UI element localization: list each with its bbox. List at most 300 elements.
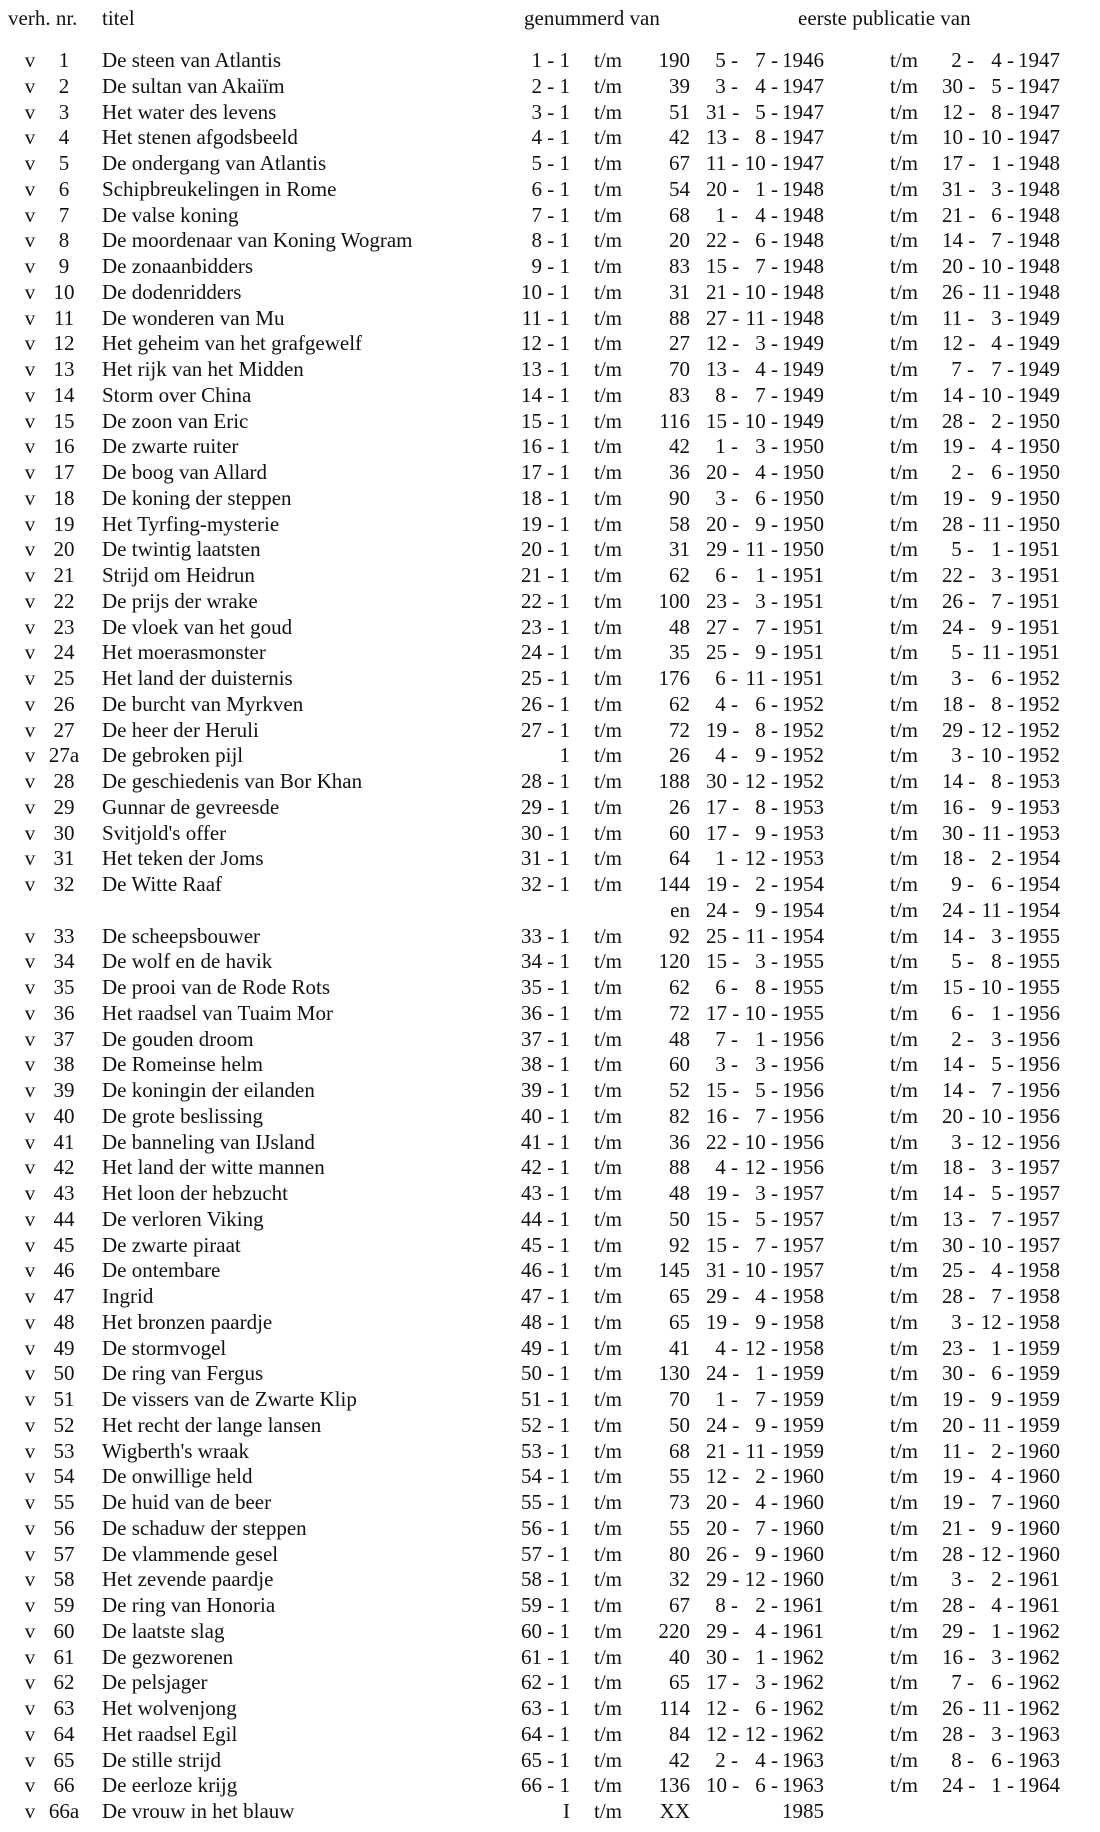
to-day: 14 - (942, 382, 976, 407)
to-year: 1959 (1018, 1412, 1060, 1437)
to-day: 19 - (942, 1490, 976, 1514)
verh-mark: v (24, 1335, 36, 1360)
numbering-end: 48 (669, 1181, 690, 1205)
to-day: 3 - (951, 1309, 974, 1334)
numbering-start: 50 - 1 (521, 1361, 570, 1386)
to-day: 14 - (942, 1181, 976, 1205)
to-month: 12 - (980, 1129, 1014, 1154)
from-day: 29 - (706, 1618, 740, 1643)
numbering-start: 40 - 1 (521, 1103, 570, 1128)
story-number: 53 (53, 1438, 75, 1463)
from-day: 4 - (715, 1155, 738, 1180)
to-day: 6 - (951, 1000, 974, 1025)
story-title: De geschiedenis van Bor Khan (102, 769, 363, 793)
from-year: 1951 (782, 640, 824, 665)
numbering-tm: t/m (593, 975, 622, 999)
verh-mark: v (24, 1103, 36, 1128)
from-month: 7 - (755, 1103, 778, 1128)
numbering-tm: t/m (593, 1670, 622, 1695)
from-year: 1955 (782, 1000, 824, 1025)
verh-mark: v (24, 975, 36, 999)
story-number: 27 (53, 717, 75, 742)
story-number: 41 (53, 1129, 75, 1154)
story-number: 7 (58, 202, 70, 227)
from-day: 4 - (715, 691, 738, 716)
story-title: De prijs der wrake (102, 588, 258, 613)
story-title: De schaduw der steppen (102, 1515, 307, 1540)
from-year: 1947 (782, 151, 824, 175)
numbering-start: 38 - 1 (521, 1052, 570, 1077)
from-month: 6 - (755, 691, 778, 716)
verh-mark: v (24, 1721, 36, 1746)
story-number: 16 (53, 434, 75, 459)
to-day: 11 - (942, 1438, 975, 1463)
numbering-start: 4 - 1 (531, 125, 570, 150)
from-month: 9 - (755, 1309, 778, 1334)
date-tm: t/m (889, 1052, 918, 1077)
from-month: 3 - (755, 588, 778, 613)
numbering-start: 49 - 1 (521, 1335, 570, 1360)
from-year: 1949 (782, 357, 824, 381)
to-day: 3 - (951, 1567, 974, 1592)
to-day: 22 - (942, 563, 976, 587)
numbering-start: 44 - 1 (521, 1206, 570, 1231)
numbering-end: 67 (669, 151, 690, 175)
date-tm: t/m (889, 1670, 918, 1695)
from-day: 30 - (706, 1644, 740, 1669)
to-month: 4 - (991, 48, 1014, 72)
from-year: 1962 (782, 1696, 824, 1720)
to-day: 3 - (951, 1129, 974, 1154)
to-year: 1956 (1018, 1129, 1060, 1154)
to-year: 1956 (1018, 1103, 1060, 1128)
table-row (0, 924, 1100, 949)
from-year: 1956 (782, 1052, 824, 1077)
to-month: 5 - (991, 1052, 1014, 1077)
table-row (0, 460, 1100, 485)
story-title: De prooi van de Rode Rots (102, 975, 331, 999)
to-day: 16 - (942, 794, 976, 819)
to-month: 8 - (991, 949, 1014, 974)
numbering-start: 60 - 1 (521, 1618, 570, 1643)
publication-year: 1985 (782, 1799, 824, 1823)
to-month: 10 - (980, 975, 1014, 999)
story-title: De ring van Honoria (102, 1593, 276, 1617)
numbering-start: 1 (559, 743, 570, 768)
from-year: 1957 (782, 1181, 824, 1205)
from-year: 1948 (782, 305, 824, 330)
numbering-end: 92 (669, 923, 690, 948)
story-title: De twintig laatsten (102, 537, 261, 562)
story-number: 60 (53, 1618, 75, 1643)
to-year: 1957 (1018, 1181, 1060, 1205)
to-month: 7 - (991, 1284, 1014, 1308)
numbering-end: 92 (669, 1232, 690, 1257)
from-month: 6 - (755, 228, 778, 253)
table-row (0, 100, 1100, 125)
from-day: 6 - (715, 666, 738, 690)
table-row (0, 1567, 1100, 1592)
to-day: 16 - (942, 1644, 976, 1669)
to-month: 4 - (991, 1464, 1014, 1489)
story-title: De grote beslissing (102, 1103, 263, 1128)
story-number: 45 (53, 1232, 75, 1257)
date-tm: t/m (889, 949, 918, 974)
date-tm: t/m (889, 1181, 918, 1205)
to-month: 7 - (991, 1078, 1014, 1102)
from-year: 1960 (782, 1541, 824, 1566)
table-row (0, 357, 1100, 382)
table-row (0, 1387, 1100, 1412)
table-row (0, 74, 1100, 99)
date-tm: t/m (889, 125, 918, 150)
numbering-tm: t/m (593, 1361, 622, 1386)
numbering-start: 63 - 1 (521, 1696, 570, 1720)
to-month: 9 - (991, 794, 1014, 819)
story-title: De verloren Viking (102, 1206, 264, 1231)
from-year: 1950 (782, 434, 824, 459)
story-number: 36 (53, 1000, 75, 1025)
to-year: 1953 (1018, 794, 1060, 819)
from-month: 6 - (755, 1696, 778, 1720)
from-year: 1959 (782, 1412, 824, 1437)
verh-mark: v (24, 820, 36, 845)
from-year: 1960 (782, 1515, 824, 1540)
numbering-tm: t/m (593, 563, 622, 587)
story-number: 66 (53, 1773, 75, 1798)
to-year: 1959 (1018, 1361, 1060, 1386)
from-day: 23 - (706, 588, 740, 613)
story-number: 37 (53, 1026, 75, 1051)
story-title: De koning der steppen (102, 485, 292, 510)
to-year: 1951 (1018, 563, 1060, 587)
verh-mark: v (24, 254, 36, 278)
numbering-end: 40 (669, 1644, 690, 1669)
from-day: 31 - (706, 99, 740, 124)
to-year: 1954 (1018, 846, 1060, 871)
date-tm: t/m (889, 717, 918, 742)
from-day: 12 - (706, 1464, 740, 1489)
verh-mark: v (24, 1490, 36, 1514)
to-year: 1948 (1018, 254, 1060, 278)
from-year: 1951 (782, 666, 824, 690)
story-title: Het raadsel van Tuaim Mor (102, 1000, 333, 1025)
from-month: 4 - (755, 73, 778, 98)
to-year: 1950 (1018, 485, 1060, 510)
to-day: 24 - (942, 614, 976, 639)
numbering-tm: t/m (593, 1309, 622, 1334)
from-year: 1959 (782, 1387, 824, 1411)
numbering-end: 65 (669, 1670, 690, 1695)
story-number: 34 (53, 949, 75, 974)
from-day: 30 - (706, 769, 740, 793)
from-day: 3 - (715, 485, 738, 510)
from-month: 6 - (755, 1773, 778, 1798)
from-day: 1 - (715, 1387, 738, 1411)
story-number: 42 (53, 1155, 75, 1180)
numbering-tm: t/m (593, 1644, 622, 1669)
story-title: Het land der duisternis (102, 666, 293, 690)
story-title: De ondergang van Atlantis (102, 151, 327, 175)
story-number: 33 (53, 923, 75, 948)
story-number: 35 (53, 975, 75, 999)
from-day: 24 - (706, 1412, 740, 1437)
numbering-start: 20 - 1 (521, 537, 570, 562)
numbering-end: 52 (669, 1078, 690, 1102)
from-year: 1956 (782, 1155, 824, 1180)
verh-mark: v (24, 923, 36, 948)
story-number: 5 (58, 151, 70, 175)
to-day: 3 - (951, 743, 974, 768)
date-tm: t/m (889, 769, 918, 793)
to-day: 12 - (942, 99, 976, 124)
table-row (0, 254, 1100, 279)
to-year: 1953 (1018, 769, 1060, 793)
story-number: 48 (53, 1309, 75, 1334)
numbering-end: 88 (669, 305, 690, 330)
verh-mark: v (24, 691, 36, 716)
numbering-tm: t/m (593, 1618, 622, 1643)
to-day: 28 - (942, 1284, 976, 1308)
story-title: De sultan van Akaiïm (102, 73, 285, 98)
from-year: 1952 (782, 769, 824, 793)
story-number: 64 (53, 1721, 75, 1746)
story-number: 28 (53, 769, 75, 793)
story-title: De steen van Atlantis (102, 48, 282, 72)
to-month: 10 - (980, 1103, 1014, 1128)
numbering-start: 45 - 1 (521, 1232, 570, 1257)
story-title: De stille strijd (102, 1747, 221, 1772)
table-row (0, 1258, 1100, 1283)
to-month: 6 - (991, 1361, 1014, 1386)
numbering-start: I (563, 1799, 570, 1823)
date-tm: t/m (889, 228, 918, 253)
to-day: 24 - (942, 897, 976, 922)
to-month: 3 - (991, 305, 1014, 330)
to-month: 7 - (991, 228, 1014, 253)
from-day: 19 - (706, 872, 740, 896)
from-month: 11 - (745, 1438, 778, 1463)
numbering-tm: t/m (593, 588, 622, 613)
story-number: 24 (53, 640, 75, 665)
from-month: 7 - (755, 1515, 778, 1540)
table-row (0, 1413, 1100, 1438)
to-year: 1957 (1018, 1206, 1060, 1231)
from-month: 9 - (755, 511, 778, 536)
numbering-end: 70 (669, 357, 690, 381)
table-row (0, 898, 1100, 923)
from-year: 1962 (782, 1644, 824, 1669)
numbering-tm: t/m (593, 1335, 622, 1360)
numbering-end: 26 (669, 794, 690, 819)
from-day: 31 - (706, 1258, 740, 1283)
story-title: Ingrid (102, 1284, 154, 1308)
numbering-end: 39 (669, 73, 690, 98)
table-row (0, 1001, 1100, 1026)
from-month: 1 - (755, 1361, 778, 1386)
story-number: 21 (53, 563, 75, 587)
from-month: 9 - (755, 820, 778, 845)
to-year: 1948 (1018, 228, 1060, 253)
to-month: 12 - (980, 1541, 1014, 1566)
date-tm: t/m (889, 1593, 918, 1617)
numbering-tm: t/m (593, 1438, 622, 1463)
to-year: 1960 (1018, 1515, 1060, 1540)
from-month: 3 - (755, 1052, 778, 1077)
numbering-end: 35 (669, 640, 690, 665)
numbering-start: 66 - 1 (521, 1773, 570, 1798)
date-tm: t/m (889, 48, 918, 72)
table-row (0, 1593, 1100, 1618)
from-year: 1961 (782, 1593, 824, 1617)
from-day: 19 - (706, 1181, 740, 1205)
from-year: 1959 (782, 1438, 824, 1463)
from-day: 29 - (706, 537, 740, 562)
story-title: De koningin der eilanden (102, 1078, 315, 1102)
verh-mark: v (24, 1747, 36, 1772)
numbering-tm: t/m (593, 357, 622, 381)
story-number: 4 (58, 125, 70, 150)
from-month: 7 - (755, 1232, 778, 1257)
numbering-start: 51 - 1 (521, 1387, 570, 1411)
to-month: 2 - (991, 846, 1014, 871)
to-year: 1958 (1018, 1309, 1060, 1334)
to-month: 10 - (980, 382, 1014, 407)
to-year: 1960 (1018, 1464, 1060, 1489)
to-month: 10 - (980, 1232, 1014, 1257)
verh-mark: v (24, 1026, 36, 1051)
table-row (0, 1155, 1100, 1180)
verh-mark: v (24, 743, 36, 768)
from-year: 1951 (782, 614, 824, 639)
verh-mark: v (24, 125, 36, 150)
to-month: 8 - (991, 769, 1014, 793)
numbering-start: 9 - 1 (531, 254, 570, 278)
numbering-tm: t/m (593, 1000, 622, 1025)
numbering-end: 72 (669, 717, 690, 742)
date-tm: t/m (889, 820, 918, 845)
numbering-end: 220 (658, 1618, 690, 1643)
to-year: 1958 (1018, 1284, 1060, 1308)
from-day: 20 - (706, 1515, 740, 1540)
story-title: De ring van Fergus (102, 1361, 264, 1386)
numbering-tm: t/m (593, 1078, 622, 1102)
numbering-start: 26 - 1 (521, 691, 570, 716)
table-row (0, 1799, 1100, 1824)
numbering-tm: t/m (593, 331, 622, 356)
story-number: 8 (58, 228, 70, 253)
numbering-tm: t/m (593, 1258, 622, 1283)
to-month: 11 - (981, 1696, 1014, 1720)
table-row (0, 151, 1100, 176)
verh-mark: v (24, 1387, 36, 1411)
from-month: 9 - (755, 743, 778, 768)
from-month: 11 - (745, 666, 778, 690)
to-year: 1950 (1018, 434, 1060, 459)
from-year: 1952 (782, 743, 824, 768)
to-year: 1948 (1018, 151, 1060, 175)
to-day: 14 - (942, 228, 976, 253)
verh-mark: v (24, 1129, 36, 1154)
to-day: 30 - (942, 820, 976, 845)
numbering-end: 100 (658, 588, 690, 613)
verh-mark: v (24, 614, 36, 639)
to-month: 6 - (991, 666, 1014, 690)
numbering-tm: t/m (593, 1747, 622, 1772)
date-tm: t/m (889, 1129, 918, 1154)
numbering-start: 55 - 1 (521, 1490, 570, 1514)
story-title: Het stenen afgodsbeeld (102, 125, 298, 150)
to-month: 1 - (991, 1335, 1014, 1360)
to-day: 9 - (951, 872, 974, 896)
verh-mark: v (24, 1567, 36, 1592)
date-tm: t/m (889, 1361, 918, 1386)
from-month: 7 - (755, 1387, 778, 1411)
story-title: Het water des levens (102, 99, 277, 124)
from-month: 3 - (755, 434, 778, 459)
story-title: De gezworenen (102, 1644, 234, 1669)
to-year: 1962 (1018, 1696, 1060, 1720)
numbering-start: 7 - 1 (531, 202, 570, 227)
numbering-tm: t/m (593, 511, 622, 536)
header-verh-nr: verh. nr. (8, 6, 78, 30)
story-title: De laatste slag (102, 1618, 225, 1643)
numbering-end: 144 (658, 872, 690, 896)
numbering-start: 1 - 1 (531, 48, 570, 72)
story-number: 22 (53, 588, 75, 613)
story-number: 19 (53, 511, 75, 536)
from-month: 9 - (755, 1541, 778, 1566)
to-month: 9 - (991, 1387, 1014, 1411)
verh-mark: v (24, 1052, 36, 1077)
table-row (0, 1130, 1100, 1155)
numbering-end: 42 (669, 434, 690, 459)
to-month: 11 - (981, 640, 1014, 665)
from-year: 1948 (782, 176, 824, 201)
to-day: 20 - (942, 254, 976, 278)
numbering-tm: t/m (593, 923, 622, 948)
from-year: 1957 (782, 1206, 824, 1231)
numbering-start: 23 - 1 (521, 614, 570, 639)
story-number: 31 (53, 846, 75, 871)
to-month: 1 - (991, 1618, 1014, 1643)
date-tm: t/m (889, 743, 918, 768)
story-title: De wolf en de havik (102, 949, 273, 974)
story-number: 43 (53, 1181, 75, 1205)
from-month: 4 - (755, 1284, 778, 1308)
to-month: 3 - (991, 1155, 1014, 1180)
to-day: 13 - (942, 1206, 976, 1231)
from-day: 12 - (706, 1696, 740, 1720)
numbering-tm: t/m (593, 125, 622, 150)
from-month: 10 - (744, 279, 778, 304)
numbering-tm: t/m (593, 1412, 622, 1437)
numbering-start: 29 - 1 (521, 794, 570, 819)
table-row (0, 1310, 1100, 1335)
story-title: De vissers van de Zwarte Klip (102, 1387, 357, 1411)
story-number: 11 (53, 305, 75, 330)
verh-mark: v (24, 1361, 36, 1386)
from-year: 1953 (782, 794, 824, 819)
story-title: Het land der witte mannen (102, 1155, 325, 1180)
story-title: De valse koning (102, 202, 239, 227)
table-row (0, 821, 1100, 846)
from-day: 20 - (706, 1490, 740, 1514)
date-tm: t/m (889, 1490, 918, 1514)
numbering-start: 62 - 1 (521, 1670, 570, 1695)
from-year: 1956 (782, 1103, 824, 1128)
from-month: 6 - (755, 485, 778, 510)
